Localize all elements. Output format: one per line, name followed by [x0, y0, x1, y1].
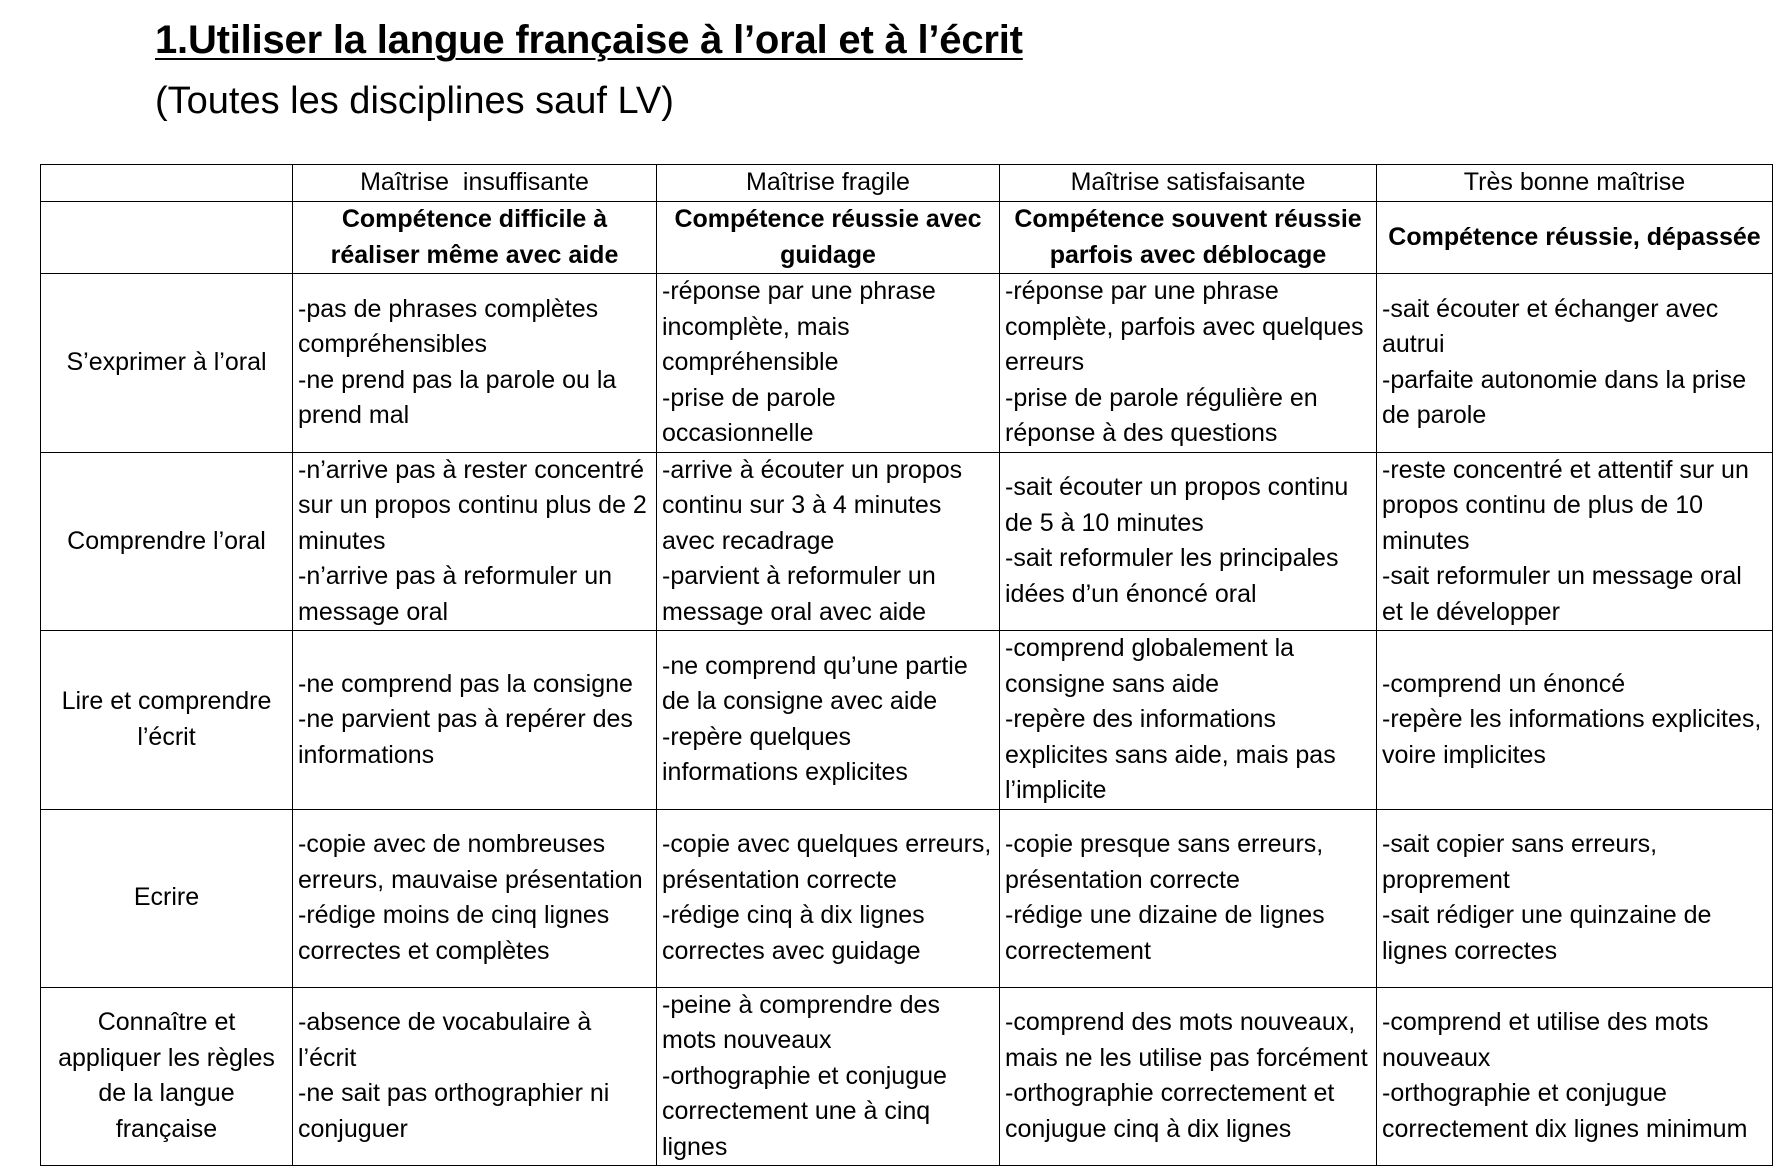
corner-cell	[41, 165, 293, 202]
criteria-cell: -ne comprend pas la consigne -ne parvient pas à repérer des informations	[293, 631, 657, 810]
competence-label: Ecrire	[41, 809, 293, 987]
criteria-cell: -sait écouter un propos continu de 5 à 10 minutes -sait reformuler les principales idées d’un énoncé oral	[1000, 452, 1377, 631]
criteria-cell: -sait copier sans erreurs, proprement -sait rédiger une quinzaine de lignes correctes	[1377, 809, 1773, 987]
criteria-cell: -copie avec de nombreuses erreurs, mauvaise présentation -rédige moins de cinq lignes correctes et complètes	[293, 809, 657, 987]
table-row	[41, 274, 1773, 453]
criteria-cell: -arrive à écouter un propos continu sur 3 à 4 minutes avec recadrage -parvient à reformuler un message oral avec aide	[657, 452, 1000, 631]
table-row	[41, 987, 1773, 1166]
level-label: Maîtrise satisfaisante	[1000, 165, 1377, 202]
level-label: Très bonne maîtrise	[1377, 165, 1773, 202]
criteria-cell: -pas de phrases complètes compréhensibles -ne prend pas la parole ou la prend mal	[293, 274, 657, 453]
criteria-cell: -comprend globalement la consigne sans aide -repère des informations explicites sans aide, mais pas l’implicite	[1000, 631, 1377, 810]
level-description: Compétence difficile à réaliser même avec aide	[293, 202, 657, 274]
criteria-cell: -sait écouter et échanger avec autrui -parfaite autonomie dans la prise de parole	[1377, 274, 1773, 453]
competence-grid	[40, 164, 1773, 1166]
criteria-cell: -ne comprend qu’une partie de la consigne avec aide -repère quelques informations explicites	[657, 631, 1000, 810]
competence-label: Comprendre l’oral	[41, 452, 293, 631]
level-description-row	[41, 202, 1773, 274]
table-row	[41, 631, 1773, 810]
criteria-cell: -comprend et utilise des mots nouveaux -orthographie et conjugue correctement dix lignes minimum	[1377, 987, 1773, 1166]
criteria-cell: -reste concentré et attentif sur un propos continu de plus de 10 minutes -sait reformuler un message oral et le développer	[1377, 452, 1773, 631]
corner-cell	[41, 202, 293, 274]
level-label-row	[41, 165, 1773, 202]
criteria-cell: -réponse par une phrase incomplète, mais compréhensible -prise de parole occasionnelle	[657, 274, 1000, 453]
table-row	[41, 809, 1773, 987]
criteria-cell: -comprend des mots nouveaux, mais ne les utilise pas forcément -orthographie correctement et conjugue cinq à dix lignes	[1000, 987, 1377, 1166]
competence-label: Lire et comprendre l’écrit	[41, 631, 293, 810]
page-subtitle: (Toutes les disciplines sauf LV)	[155, 80, 674, 122]
page-title: 1.Utiliser la langue française à l’oral et à l’écrit	[155, 18, 1023, 62]
level-description: Compétence souvent réussie parfois avec déblocage	[1000, 202, 1377, 274]
table-row	[41, 452, 1773, 631]
criteria-cell: -peine à comprendre des mots nouveaux -orthographie et conjugue correctement une à cinq lignes	[657, 987, 1000, 1166]
criteria-cell: -comprend un énoncé -repère les informations explicites, voire implicites	[1377, 631, 1773, 810]
criteria-cell: -absence de vocabulaire à l’écrit -ne sait pas orthographier ni conjuguer	[293, 987, 657, 1166]
competence-label: S’exprimer à l’oral	[41, 274, 293, 453]
level-label: Maîtrise fragile	[657, 165, 1000, 202]
level-label: Maîtrise insuffisante	[293, 165, 657, 202]
criteria-cell: -copie avec quelques erreurs, présentation correcte -rédige cinq à dix lignes correctes avec guidage	[657, 809, 1000, 987]
criteria-cell: -n’arrive pas à rester concentré sur un propos continu plus de 2 minutes -n’arrive pas à reformuler un message oral	[293, 452, 657, 631]
level-description: Compétence réussie avec guidage	[657, 202, 1000, 274]
criteria-cell: -copie presque sans erreurs, présentation correcte -rédige une dizaine de lignes correctement	[1000, 809, 1377, 987]
competence-label: Connaître et appliquer les règles de la langue française	[41, 987, 293, 1166]
criteria-cell: -réponse par une phrase complète, parfois avec quelques erreurs -prise de parole régulière en réponse à des questions	[1000, 274, 1377, 453]
level-description: Compétence réussie, dépassée	[1377, 202, 1773, 274]
